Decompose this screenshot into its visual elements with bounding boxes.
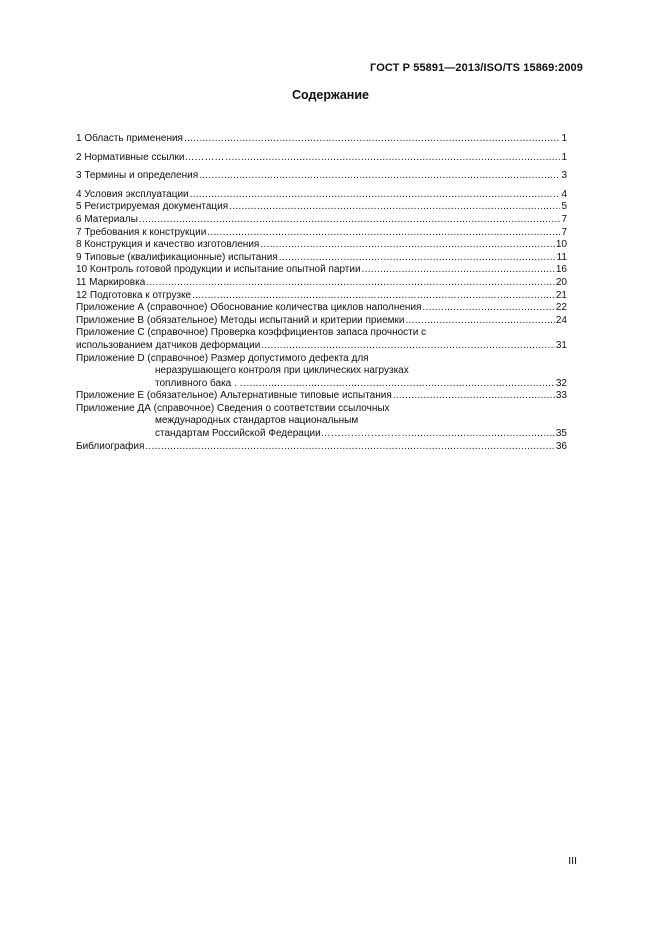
toc-page-number: 7 bbox=[561, 213, 567, 225]
toc-entry-title: топливного бака . . bbox=[155, 377, 243, 389]
toc-page-number: 4 bbox=[561, 188, 567, 200]
toc-page-number: 3 bbox=[561, 170, 567, 182]
toc-entry[interactable] bbox=[76, 170, 567, 183]
page-number: III bbox=[568, 855, 577, 867]
toc-leader-dots bbox=[192, 290, 555, 303]
toc-entry[interactable] bbox=[76, 390, 567, 403]
toc-page-number: 35 bbox=[555, 428, 567, 440]
toc-entry[interactable] bbox=[76, 327, 567, 352]
toc-leader-dots bbox=[279, 252, 556, 265]
toc-leader-dots bbox=[207, 227, 560, 240]
toc-leader-dots bbox=[261, 340, 555, 353]
toc-entry[interactable] bbox=[76, 252, 567, 265]
toc-leader-dots bbox=[199, 170, 560, 183]
toc-entry[interactable] bbox=[76, 152, 567, 165]
toc-entry-title: 2 Нормативные ссылки………… bbox=[76, 151, 225, 163]
toc-leader-dots bbox=[229, 201, 560, 214]
toc-leader-dots bbox=[145, 441, 554, 454]
toc-leader-dots bbox=[184, 133, 560, 146]
toc-leader-dots bbox=[422, 302, 554, 315]
toc-entry[interactable] bbox=[76, 441, 567, 454]
toc-entry-title: 4 Условия эксплуатации bbox=[76, 188, 189, 200]
toc-entry-title: Приложение ДА (справочное) Сведения о соответствии ссылочных bbox=[76, 402, 390, 414]
toc-entry[interactable] bbox=[76, 315, 567, 328]
toc-entry[interactable] bbox=[76, 189, 567, 202]
toc-entry-title: 3 Термины и определения bbox=[76, 170, 199, 182]
toc-entry-title: Приложение С (справочное) Проверка коэффициентов запаса прочности с bbox=[76, 327, 427, 339]
toc-entry-title: 10 Контроль готовой продукции и испытание опытной партии bbox=[76, 264, 361, 276]
toc-leader-dots bbox=[260, 239, 555, 252]
toc-leader-dots bbox=[362, 264, 555, 277]
toc-entry[interactable] bbox=[76, 353, 567, 391]
toc-page-number: 1 bbox=[561, 151, 567, 163]
toc-page-number: 16 bbox=[555, 264, 567, 276]
toc-entry-title: 9 Типовые (квалификационные) испытания bbox=[76, 251, 278, 263]
toc-page-number: 11 bbox=[556, 251, 567, 263]
toc-leader-dots bbox=[243, 378, 555, 391]
toc-entry-title: стандартам Российской Федерации…………………… bbox=[155, 428, 401, 440]
toc-page-number: 21 bbox=[555, 289, 567, 301]
toc-entry[interactable] bbox=[76, 302, 567, 315]
toc-entry[interactable] bbox=[76, 201, 567, 214]
toc-entry-title: Приложение D (справочное) Размер допустимого дефекта для bbox=[76, 352, 369, 364]
table-of-contents bbox=[76, 133, 567, 453]
toc-entry-title: Приложение А (справочное) Обоснование количества циклов наполнения bbox=[76, 302, 422, 314]
toc-page-number: 36 bbox=[555, 440, 567, 452]
toc-entry-title: неразрушающего контроля при циклических нагрузках bbox=[155, 365, 409, 377]
toc-entry-title: Приложение В (обязательное) Методы испытаний и критерии приемки bbox=[76, 314, 405, 326]
toc-page-number: 31 bbox=[555, 339, 567, 351]
toc-leader-dots bbox=[402, 428, 555, 441]
document-standard-header: ГОСТ Р 55891—2013/ISO/TS 15869:2009 bbox=[370, 62, 583, 74]
toc-entry[interactable] bbox=[76, 264, 567, 277]
toc-entry-title: использованием датчиков деформации bbox=[76, 339, 261, 351]
toc-entry-title: 6 Материалы bbox=[76, 213, 138, 225]
toc-entry[interactable] bbox=[76, 214, 567, 227]
toc-leader-dots bbox=[225, 152, 560, 165]
toc-page-number: 22 bbox=[555, 302, 567, 314]
toc-page-number: 10 bbox=[555, 239, 567, 251]
page-title: Содержание bbox=[291, 88, 369, 102]
toc-entry-title: международных стандартов национальным bbox=[155, 415, 359, 427]
toc-entry-title: 8 Конструкция и качество изготовления bbox=[76, 239, 260, 251]
toc-entry-title: 1 Область применения bbox=[76, 133, 183, 144]
toc-page-number: 33 bbox=[555, 390, 567, 402]
toc-entry[interactable] bbox=[76, 239, 567, 252]
toc-entry-title: 11 Маркировка bbox=[76, 276, 146, 288]
toc-leader-dots bbox=[139, 214, 561, 227]
toc-entry[interactable] bbox=[76, 277, 567, 290]
toc-leader-dots bbox=[393, 390, 555, 403]
toc-entry[interactable] bbox=[76, 290, 567, 303]
toc-entry-title: 5 Регистрируемая документация bbox=[76, 201, 229, 213]
toc-leader-dots bbox=[405, 315, 554, 328]
toc-page-number: 7 bbox=[561, 226, 567, 238]
toc-entry-title: Библиография bbox=[76, 440, 145, 452]
toc-entry[interactable] bbox=[76, 227, 567, 240]
toc-page-number: 24 bbox=[555, 314, 567, 326]
toc-page-number: 20 bbox=[555, 276, 567, 288]
toc-page-number: 32 bbox=[555, 377, 567, 389]
toc-entry-title: 7 Требования к конструкции bbox=[76, 226, 207, 238]
toc-entry-title: Приложение Е (обязательное) Альтернативные типовые испытания bbox=[76, 390, 392, 402]
toc-leader-dots bbox=[190, 189, 561, 202]
toc-page-number: 1 bbox=[561, 133, 567, 144]
toc-entry[interactable] bbox=[76, 133, 567, 146]
toc-entry-title: 12 Подготовка к отгрузке bbox=[76, 289, 192, 301]
toc-page-number: 5 bbox=[561, 201, 567, 213]
toc-entry[interactable] bbox=[76, 403, 567, 441]
toc-leader-dots bbox=[146, 277, 555, 290]
